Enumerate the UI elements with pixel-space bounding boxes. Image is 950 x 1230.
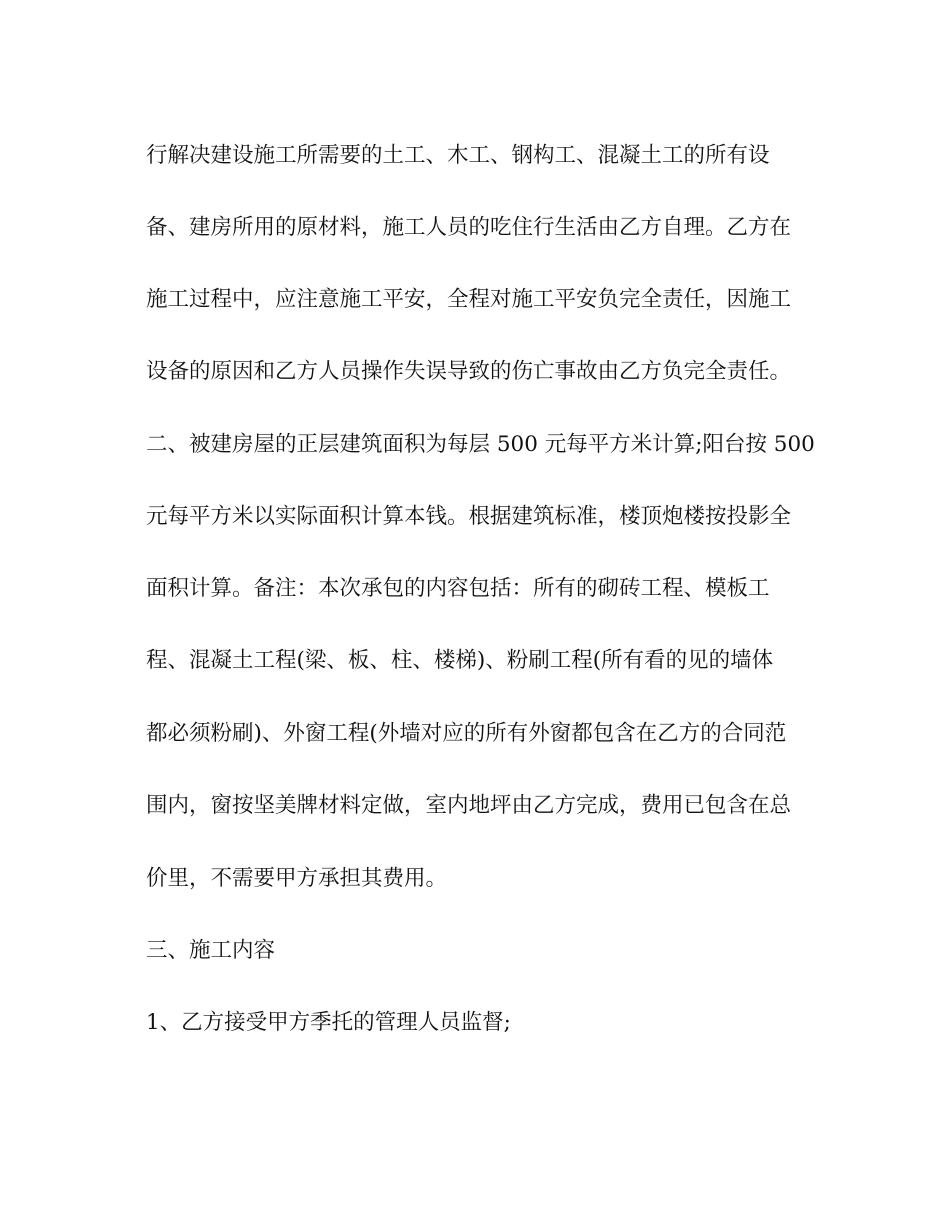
paragraph-line: 行解决建设施工所需要的土工、木工、钢构工、混凝土工的所有设 xyxy=(146,143,770,168)
paragraph-line: 二、被建房屋的正层建筑面积为每层 500 元每平方米计算;阳台按 500 xyxy=(146,432,815,457)
paragraph-line: 面积计算。备注：本次承包的内容包括：所有的砌砖工程、模板工 xyxy=(146,576,770,601)
paragraph-line: 施工过程中，应注意施工平安，全程对施工平安负完全责任，因施工 xyxy=(146,287,792,312)
paragraph-line: 元每平方米以实际面积计算本钱。根据建筑标准，楼顶炮楼按投影全 xyxy=(146,504,792,529)
paragraph-line: 备、建房所用的原材料，施工人员的吃住行生活由乙方自理。乙方在 xyxy=(146,215,792,240)
paragraph-line: 价里，不需要甲方承担其费用。 xyxy=(146,866,448,891)
paragraph-line: 都必须粉刷)、外窗工程(外墙对应的所有外窗都包含在乙方的合同范 xyxy=(146,721,787,746)
list-item: 1、乙方接受甲方季托的管理人员监督; xyxy=(146,1010,511,1035)
paragraph-line: 设备的原因和乙方人员操作失误导致的伤亡事故由乙方负完全责任。 xyxy=(146,359,792,384)
paragraph-line: 围内，窗按坚美牌材料定做，室内地坪由乙方完成，费用已包含在总 xyxy=(146,793,792,818)
section-heading: 三、施工内容 xyxy=(146,938,276,963)
paragraph-line: 程、混凝土工程(梁、板、柱、楼梯)、粉刷工程(所有看的见的墙体 xyxy=(146,648,774,673)
